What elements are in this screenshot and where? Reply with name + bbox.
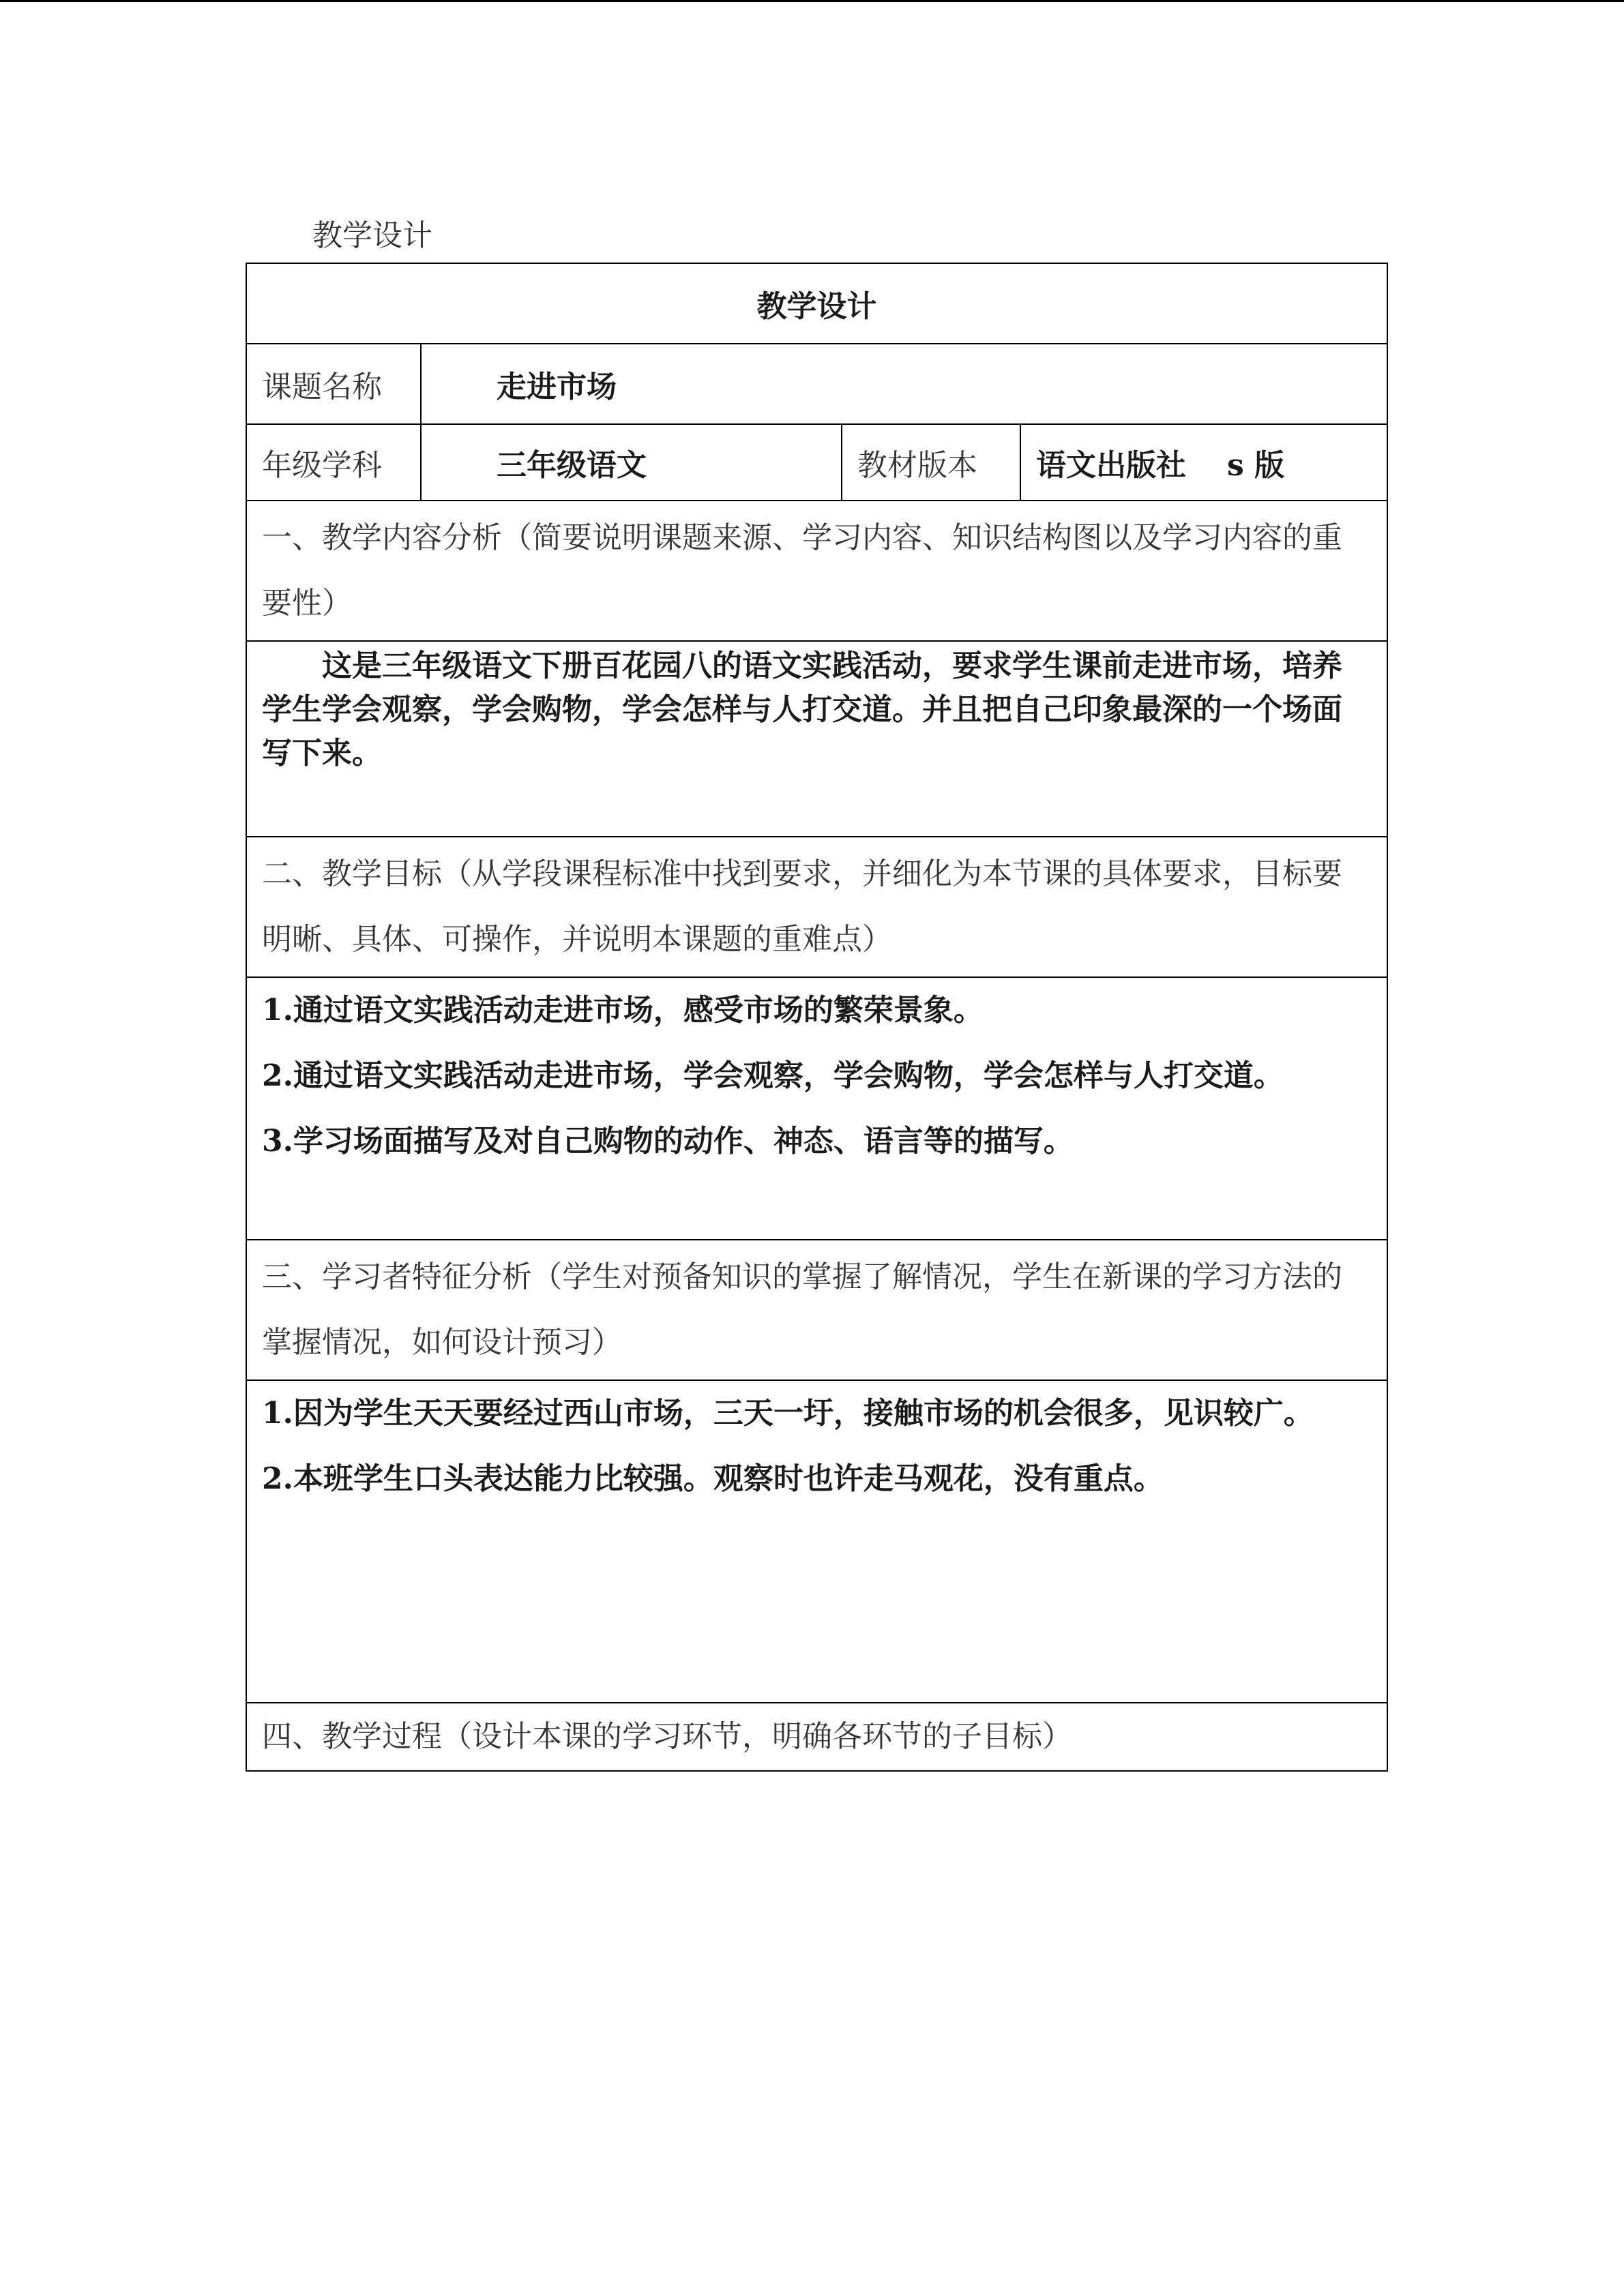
section-4-head-row [246,1703,1387,1771]
section-4-heading: 四、教学过程（设计本课的学习环节，明确各环节的子目标） [246,1703,1387,1771]
top-border-line [0,0,1624,2]
topic-value: 走进市场 [421,344,1387,424]
section-1-paragraph: 这是三年级语文下册百花园八的语文实践活动，要求学生课前走进市场，培养学生学会观察，学会购物，学会怎样与人打交道。并且把自己印象最深的一个场面写下来。 [262,648,1342,771]
edition-label: 教材版本 [842,424,1020,501]
section-1-heading: 一、教学内容分析（简要说明课题来源、学习内容、知识结构图以及学习内容的重要性） [246,501,1387,641]
edition-suffix: s 版 [1227,448,1285,483]
objective-item: 1.通过语文实践活动走进市场，感受市场的繁荣景象。 [262,993,984,1028]
learner-item: 1.因为学生天天要经过西山市场，三天一圩，接触市场的机会很多，见识较广。 [262,1396,1314,1431]
section-1-content [246,641,1387,837]
grade-row [246,424,1387,501]
section-1-head-row [246,501,1387,641]
edition-value [1020,424,1387,501]
section-1-content-row [246,641,1387,837]
topic-label: 课题名称 [246,344,421,424]
learner-item: 2.本班学生口头表达能力比较强。观察时也许走马观花，没有重点。 [262,1461,1164,1496]
section-2-content [246,977,1387,1240]
grade-label: 年级学科 [246,424,421,501]
section-2-heading: 二、教学目标（从学段课程标准中找到要求，并细化为本节课的具体要求，目标要明晰、具体、可操作，并说明本课题的重难点） [246,837,1387,977]
topic-row [246,344,1387,424]
section-2-content-row [246,977,1387,1240]
objective-item: 2.通过语文实践活动走进市场，学会观察，学会购物，学会怎样与人打交道。 [262,1058,1284,1093]
section-3-content [246,1380,1387,1703]
section-3-content-row [246,1380,1387,1703]
edition-publisher: 语文出版社 [1036,448,1186,483]
title-row [246,263,1387,344]
grade-value: 三年级语文 [421,424,842,501]
page-label: 教学设计 [312,218,432,253]
section-3-heading: 三、学习者特征分析（学生对预备知识的掌握了解情况，学生在新课的学习方法的掌握情况，如何设计预习） [246,1240,1387,1380]
section-3-head-row [246,1240,1387,1380]
section-2-head-row [246,837,1387,977]
objective-item: 3.学习场面描写及对自己购物的动作、神态、语言等的描写。 [262,1124,1074,1159]
lesson-design-table [246,263,1388,1772]
table-title: 教学设计 [246,263,1387,344]
